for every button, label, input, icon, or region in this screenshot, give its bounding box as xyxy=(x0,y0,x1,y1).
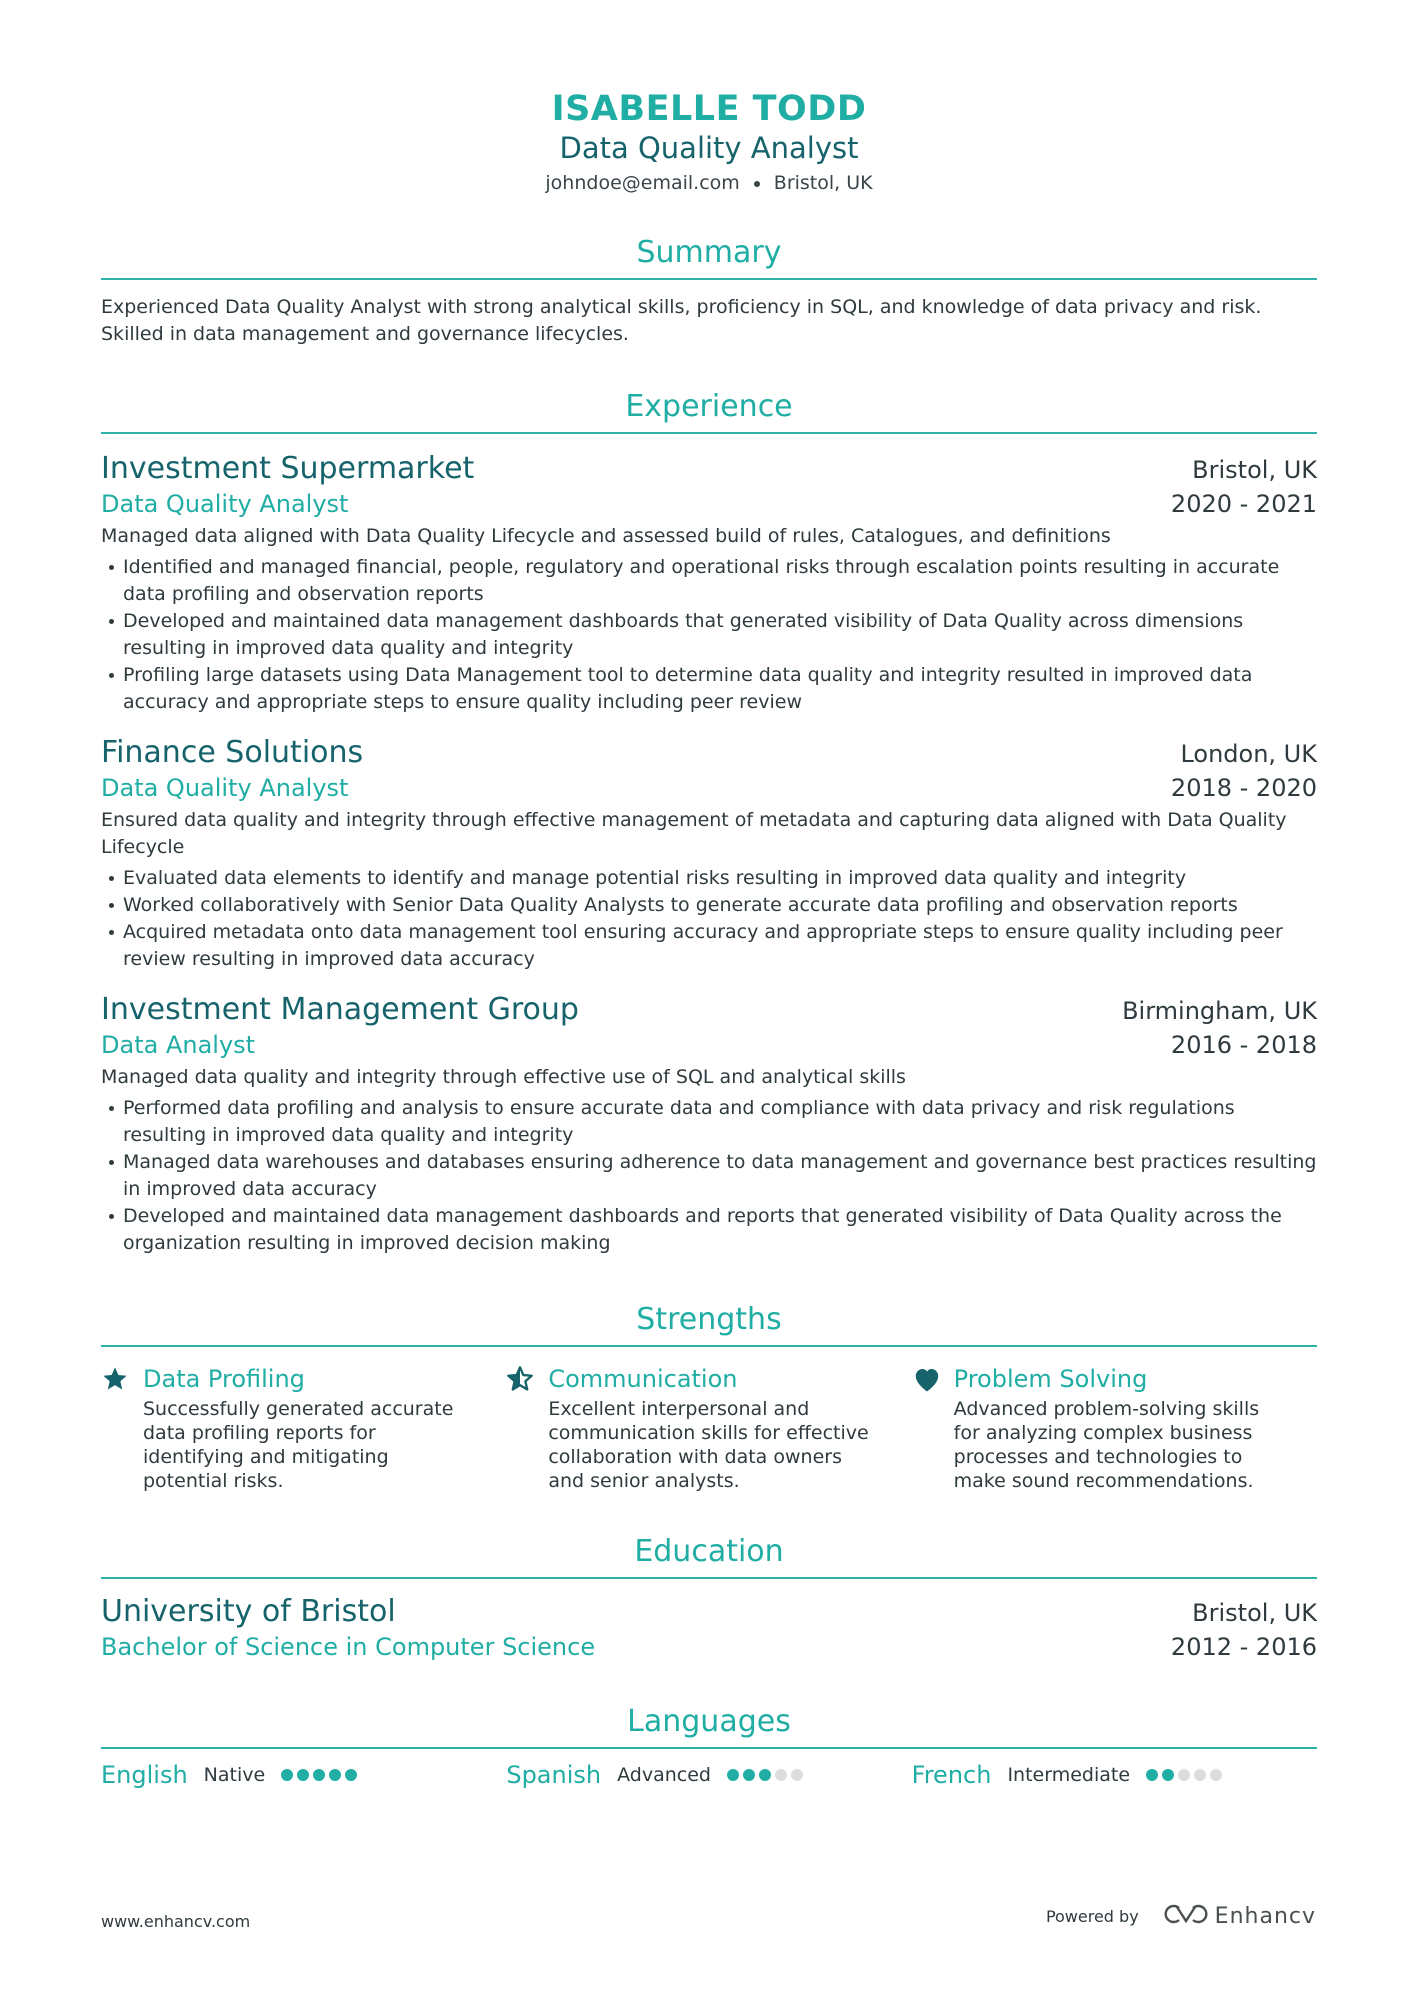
job-bullets xyxy=(101,1095,1317,1257)
language-item xyxy=(912,1761,1317,1789)
language-level: Advanced xyxy=(617,1764,711,1786)
rating-dot xyxy=(345,1769,357,1781)
section-heading-strengths: Strengths xyxy=(636,1302,782,1337)
job-company: Investment Supermarket xyxy=(101,451,475,486)
job-description: Managed data quality and integrity through effective use of SQL and analytical skills xyxy=(101,1066,906,1088)
job-bullet: Performed data profiling and analysis to ensure accurate data and compliance with data privacy and risk regulations resulting in improved data quality and integrity xyxy=(123,1095,1317,1149)
language-name: Spanish xyxy=(506,1761,602,1789)
job-location: Birmingham, UK xyxy=(1122,997,1317,1025)
section-divider xyxy=(101,278,1317,280)
education-location: Bristol, UK xyxy=(1192,1599,1317,1627)
rating-dot xyxy=(1194,1769,1206,1781)
education-degree: Bachelor of Science in Computer Science xyxy=(101,1633,596,1661)
strength-item xyxy=(101,1363,506,1493)
section-divider xyxy=(101,432,1317,434)
education-entry xyxy=(101,1593,1317,1663)
strength-title: Problem Solving xyxy=(953,1365,1148,1393)
powered-by-label: Powered by xyxy=(1045,1906,1139,1926)
rating-dot xyxy=(1162,1769,1174,1781)
job-bullets xyxy=(101,865,1317,973)
language-level: Native xyxy=(203,1764,266,1786)
section-divider xyxy=(101,1345,1317,1347)
job-entry xyxy=(101,991,1317,1257)
candidate-name: ISABELLE TODD xyxy=(551,89,867,129)
job-location: Bristol, UK xyxy=(1192,456,1317,484)
job-dates: 2016 - 2018 xyxy=(1170,1031,1317,1059)
rating-dot xyxy=(775,1769,787,1781)
contact-email[interactable]: johndoe@email.com xyxy=(545,172,740,194)
job-role: Data Quality Analyst xyxy=(101,490,349,518)
resume-header xyxy=(101,0,1317,194)
candidate-title: Data Quality Analyst xyxy=(559,131,859,165)
rating-dot xyxy=(759,1769,771,1781)
contact-location: Bristol, UK xyxy=(773,172,873,194)
languages-list xyxy=(101,1761,1317,1789)
strength-item xyxy=(912,1363,1317,1493)
language-rating xyxy=(727,1769,803,1781)
job-location: London, UK xyxy=(1180,740,1317,768)
job-entry xyxy=(101,450,1317,716)
job-bullet: Worked collaboratively with Senior Data Quality Analysts to generate accurate data profiling and observation reports xyxy=(123,892,1317,919)
rating-dot xyxy=(313,1769,325,1781)
strengths-grid xyxy=(101,1363,1317,1493)
star-icon xyxy=(101,1363,143,1493)
job-bullet: Evaluated data elements to identify and manage potential risks resulting in improved data quality and integrity xyxy=(123,865,1317,892)
section-divider xyxy=(101,1577,1317,1579)
section-heading-education: Education xyxy=(634,1534,784,1569)
experience-section xyxy=(101,388,1317,1257)
brand-name: Enhancv xyxy=(1214,1903,1316,1929)
job-company: Finance Solutions xyxy=(101,735,364,770)
rating-dot xyxy=(1178,1769,1190,1781)
section-divider xyxy=(101,1747,1317,1749)
strength-description: Successfully generated accurate data profiling reports for identifying and mitigating potential risks. xyxy=(143,1398,454,1492)
language-name: English xyxy=(101,1761,188,1789)
job-role: Data Quality Analyst xyxy=(101,774,349,802)
job-bullets xyxy=(101,554,1317,716)
language-rating xyxy=(1146,1769,1222,1781)
rating-dot xyxy=(791,1769,803,1781)
languages-section xyxy=(101,1703,1317,1789)
job-bullet: Managed data warehouses and databases ensuring adherence to data management and governance best practices resulting in improved data accuracy xyxy=(123,1149,1317,1203)
strength-description: Advanced problem-solving skills for analyzing complex business processes and technologies to make sound recommendations. xyxy=(953,1398,1260,1492)
language-level: Intermediate xyxy=(1007,1764,1131,1786)
job-role: Data Analyst xyxy=(101,1031,256,1059)
rating-dot xyxy=(297,1769,309,1781)
language-item xyxy=(101,1761,506,1789)
rating-dot xyxy=(1210,1769,1222,1781)
language-item xyxy=(506,1761,911,1789)
contact-line xyxy=(101,172,1317,194)
summary-text: Experienced Data Quality Analyst with strong analytical skills, proficiency in SQL, and knowledge of data privacy and risk. Skilled in data management and governance lifecycles. xyxy=(101,296,1262,345)
job-bullet: Identified and managed financial, people, regulatory and operational risks through escalation points resulting in accurate data profiling and observation reports xyxy=(123,554,1317,608)
heart-icon xyxy=(912,1363,954,1493)
resume-page xyxy=(101,0,1317,1789)
strength-title: Communication xyxy=(548,1365,738,1393)
strength-description: Excellent interpersonal and communication skills for effective collaboration with data owners and senior analysts. xyxy=(548,1398,869,1492)
language-rating xyxy=(281,1769,357,1781)
education-section xyxy=(101,1533,1317,1663)
job-dates: 2020 - 2021 xyxy=(1170,490,1317,518)
job-bullet: Acquired metadata onto data management tool ensuring accuracy and appropriate steps to ensure quality including peer review resulting in improved data accuracy xyxy=(123,919,1317,973)
footer-website[interactable]: www.enhancv.com xyxy=(101,1912,251,1931)
language-name: French xyxy=(911,1761,992,1789)
rating-dot xyxy=(329,1769,341,1781)
summary-section xyxy=(101,234,1317,348)
rating-dot xyxy=(743,1769,755,1781)
section-heading-summary: Summary xyxy=(636,235,782,270)
section-heading-experience: Experience xyxy=(625,389,793,424)
rating-dot xyxy=(281,1769,293,1781)
job-bullet: Developed and maintained data management dashboards and reports that generated visibility of Data Quality across the organization resulting in improved decision making xyxy=(123,1203,1317,1257)
strength-title: Data Profiling xyxy=(143,1365,305,1393)
job-entry xyxy=(101,734,1317,973)
rating-dot xyxy=(1146,1769,1158,1781)
education-school: University of Bristol xyxy=(101,1594,396,1629)
job-description: Ensured data quality and integrity through effective management of metadata and capturing data aligned with Data Quality Lifecycle xyxy=(101,809,1287,858)
footer-powered-by[interactable] xyxy=(1046,1903,1316,1929)
job-description: Managed data aligned with Data Quality Lifecycle and assessed build of rules, Catalogues, and definitions xyxy=(101,525,1111,547)
job-company: Investment Management Group xyxy=(101,992,579,1027)
section-heading-languages: Languages xyxy=(627,1704,791,1739)
job-bullet: Profiling large datasets using Data Management tool to determine data quality and integrity resulted in improved data accuracy and appropriate steps to ensure quality including peer review xyxy=(123,662,1317,716)
education-dates: 2012 - 2016 xyxy=(1170,1633,1317,1661)
job-bullet: Developed and maintained data management dashboards that generated visibility of Data Quality across dimensions resulting in improved data quality and integrity xyxy=(123,608,1317,662)
strength-item xyxy=(506,1363,911,1493)
separator-dot xyxy=(754,181,760,187)
job-dates: 2018 - 2020 xyxy=(1170,774,1317,802)
enhancv-logo-icon xyxy=(1163,1903,1209,1929)
half-star-icon xyxy=(506,1363,548,1493)
strengths-section xyxy=(101,1301,1317,1493)
rating-dot xyxy=(727,1769,739,1781)
